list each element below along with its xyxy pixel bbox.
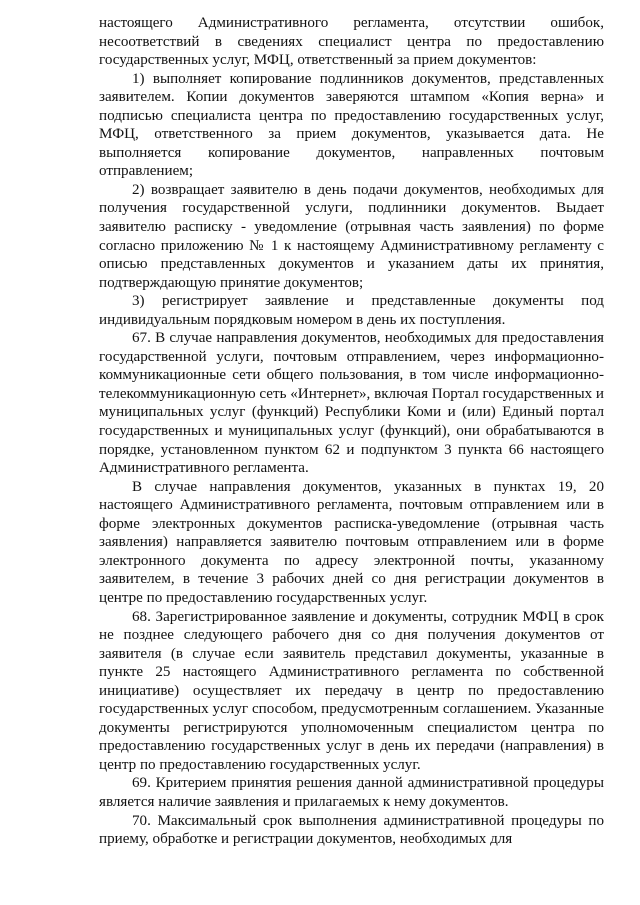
paragraph-69: 69. Критерием принятия решения данной административной процедуры является наличие заявления и прилагаемых к нему документов. (99, 775, 604, 810)
paragraph-item-3: 3) регистрирует заявление и представленные документы под индивидуальным порядковым номером в день их поступления. (99, 293, 604, 328)
paragraph-67: 67. В случае направления документов, необходимых для предоставления государственной услуги, почтовым отправлением, через информационно-коммуникационные сети общего пользования, в том числе информационно-телекоммуникационную сеть «Интернет», включая Портал государственных и муниципальных услуг (функций) Республики Коми и (или) Единый портал государственных и муниципальных услуг (функций), они обрабатываются в порядке, установленном пунктом 62 и подпунктом 3 пункта 66 настоящего Административного регламента. (99, 330, 604, 477)
document-body (99, 14, 604, 849)
paragraph-67-continued: В случае направления документов, указанных в пунктах 19, 20 настоящего Административного регламента, почтовым отправлением или в форме электронных документов расписка-уведомление (отрывная часть заявления) направляется заявителю почтовым отправлением или в форме электронного документа по адресу электронной почты, указанному заявителем, в течение 3 рабочих дней со дня регистрации документов в центре по предоставлению государственных услуг. (99, 478, 604, 606)
paragraph-item-2: 2) возвращает заявителю в день подачи документов, необходимых для получения государственной услуги, подлинники документов. Выдает заявителю расписку - уведомление (отрывная часть заявления) по форме согласно приложению № 1 к настоящему Административному регламенту с описью представленных документов и указанием даты их принятия, подтверждающую принятие документов; (99, 181, 604, 291)
paragraph-item-1: 1) выполняет копирование подлинников документов, представленных заявителем. Копии документов заверяются штампом «Копия верна» и подписью специалиста центра по предоставлению государственных услуг, МФЦ, ответственного за прием документов, указывается дата. Не выполняется копирование документов, направленных почтовым отправлением; (99, 70, 604, 180)
paragraph-68: 68. Зарегистрированное заявление и документы, сотрудник МФЦ в срок не позднее следующего рабочего дня со дня получения документов от заявителя (в случае если заявитель представил документы, указанные в пункте 25 настоящего Административного регламента по собственной инициативе) осуществляет их передачу в центр по предоставлению государственных услуг способом, предусмотренным соглашением. Указанные документы регистрируются уполномоченным специалистом центра по предоставлению государственных услуг в день их передачи (направления) в центр по предоставлению государственных услуг. (99, 608, 604, 773)
paragraph-continuation: настоящего Административного регламента, отсутствии ошибок, несоответствий в сведениях специалист центра по предоставлению государственных услуг, МФЦ, ответственный за прием документов: (99, 15, 604, 69)
paragraph-70: 70. Максимальный срок выполнения административной процедуры по приему, обработке и регистрации документов, необходимых для (99, 812, 604, 848)
